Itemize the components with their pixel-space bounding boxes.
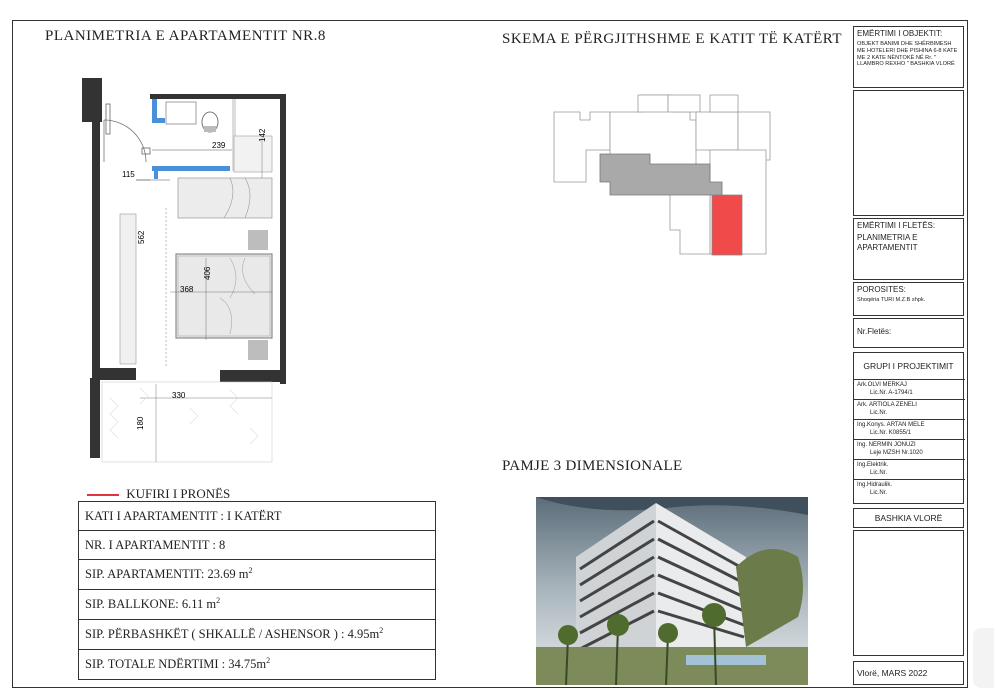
sheet-label: EMËRTIMI I FLETËS: xyxy=(857,221,936,230)
dim-330: 330 xyxy=(172,391,186,400)
client-box xyxy=(853,282,964,316)
apartment-floor-plan xyxy=(80,78,300,468)
legend-red-line xyxy=(87,494,119,496)
dim-142: 142 xyxy=(258,128,267,142)
object-text: OBJEKT BANIMI DHE SHËRBIMESH ME HOTELERI DHE PISHINA 6-8 KATE ME 2 KATE NËNTOKË NË Rr. " LLAMBRO REXHO " BASHKIA VLORË xyxy=(857,41,958,68)
info-row: NR. I APARTAMENTIT : 8 xyxy=(79,531,436,560)
info-row: SIP. TOTALE NDËRTIMI : $34.75m^2$ xyxy=(79,650,436,680)
design-group-box xyxy=(853,352,964,504)
info-row: KATI I APARTAMENTIT : I KATËRT xyxy=(79,502,436,531)
apartment-info-table xyxy=(78,501,436,680)
legend-property-boundary xyxy=(87,486,230,502)
team-member: Ark.OLVI MERKAJ Lic.Nr. A-1794/1 xyxy=(854,379,965,398)
sheet-text: PLANIMETRIA E APARTAMENTIT xyxy=(857,233,918,252)
info-row: SIP. APARTAMENTIT: 23.69 $m^2$ xyxy=(79,560,436,590)
municipality-box: BASHKIA VLORË xyxy=(853,508,964,528)
object-name-box xyxy=(853,26,964,88)
blank-box-1 xyxy=(853,90,964,216)
dim-180: 180 xyxy=(136,416,145,430)
info-row: SIP. PËRBASHKËT ( SHKALLË / ASHENSOR ) : $4.95m^2$ xyxy=(79,620,436,650)
sheet-number-label: Nr.Fletës: xyxy=(857,327,892,336)
scheme-title: SKEMA E PËRGJITHSHME E KATIT TË KATËRT xyxy=(502,31,843,47)
team-member: Ing.Konys. ARTAN MELE Lic.Nr. K0855/1 xyxy=(854,419,965,438)
object-label: EMËRTIMI I OBJEKTIT: xyxy=(857,29,943,38)
blank-box-2 xyxy=(853,530,964,656)
dim-406: 406 xyxy=(203,266,212,280)
client-label: POROSITES: xyxy=(857,285,906,294)
floor-scheme-diagram xyxy=(550,90,776,258)
team-member: Ing.Hidraulik. Lic.Nr. xyxy=(854,479,965,498)
title-block xyxy=(853,24,968,688)
render-title: PAMJE 3 DIMENSIONALE xyxy=(502,458,683,474)
sheet-number-box xyxy=(853,318,964,348)
info-row: SIP. BALLKONE: 6.11 $m^2$ xyxy=(79,590,436,620)
side-tab-handle[interactable] xyxy=(973,628,994,688)
dim-368: 368 xyxy=(180,285,194,294)
building-3d-render-image xyxy=(536,497,808,685)
dim-239: 239 xyxy=(212,141,226,150)
plan-title: PLANIMETRIA E APARTAMENTIT NR.8 xyxy=(45,28,326,44)
legend-label: KUFIRI I PRONËS xyxy=(126,486,231,501)
date-box: Vlorë, MARS 2022 xyxy=(853,661,964,685)
dim-115: 115 xyxy=(122,170,135,179)
team-member: Ing.Elektrik. Lic.Nr. xyxy=(854,459,965,478)
team-member: Ark. ARTIOLA ZENELI Lic.Nr. xyxy=(854,399,965,418)
sheet-name-box xyxy=(853,218,964,280)
team-member: Ing. NERMIN JONUZI Leje MZSH Nr.1020 xyxy=(854,439,965,458)
client-text: Shoqëria TURI M.Z.B shpk. xyxy=(857,297,926,303)
dim-562: 562 xyxy=(137,230,146,244)
group-label: GRUPI I PROJEKTIMIT xyxy=(863,361,954,371)
